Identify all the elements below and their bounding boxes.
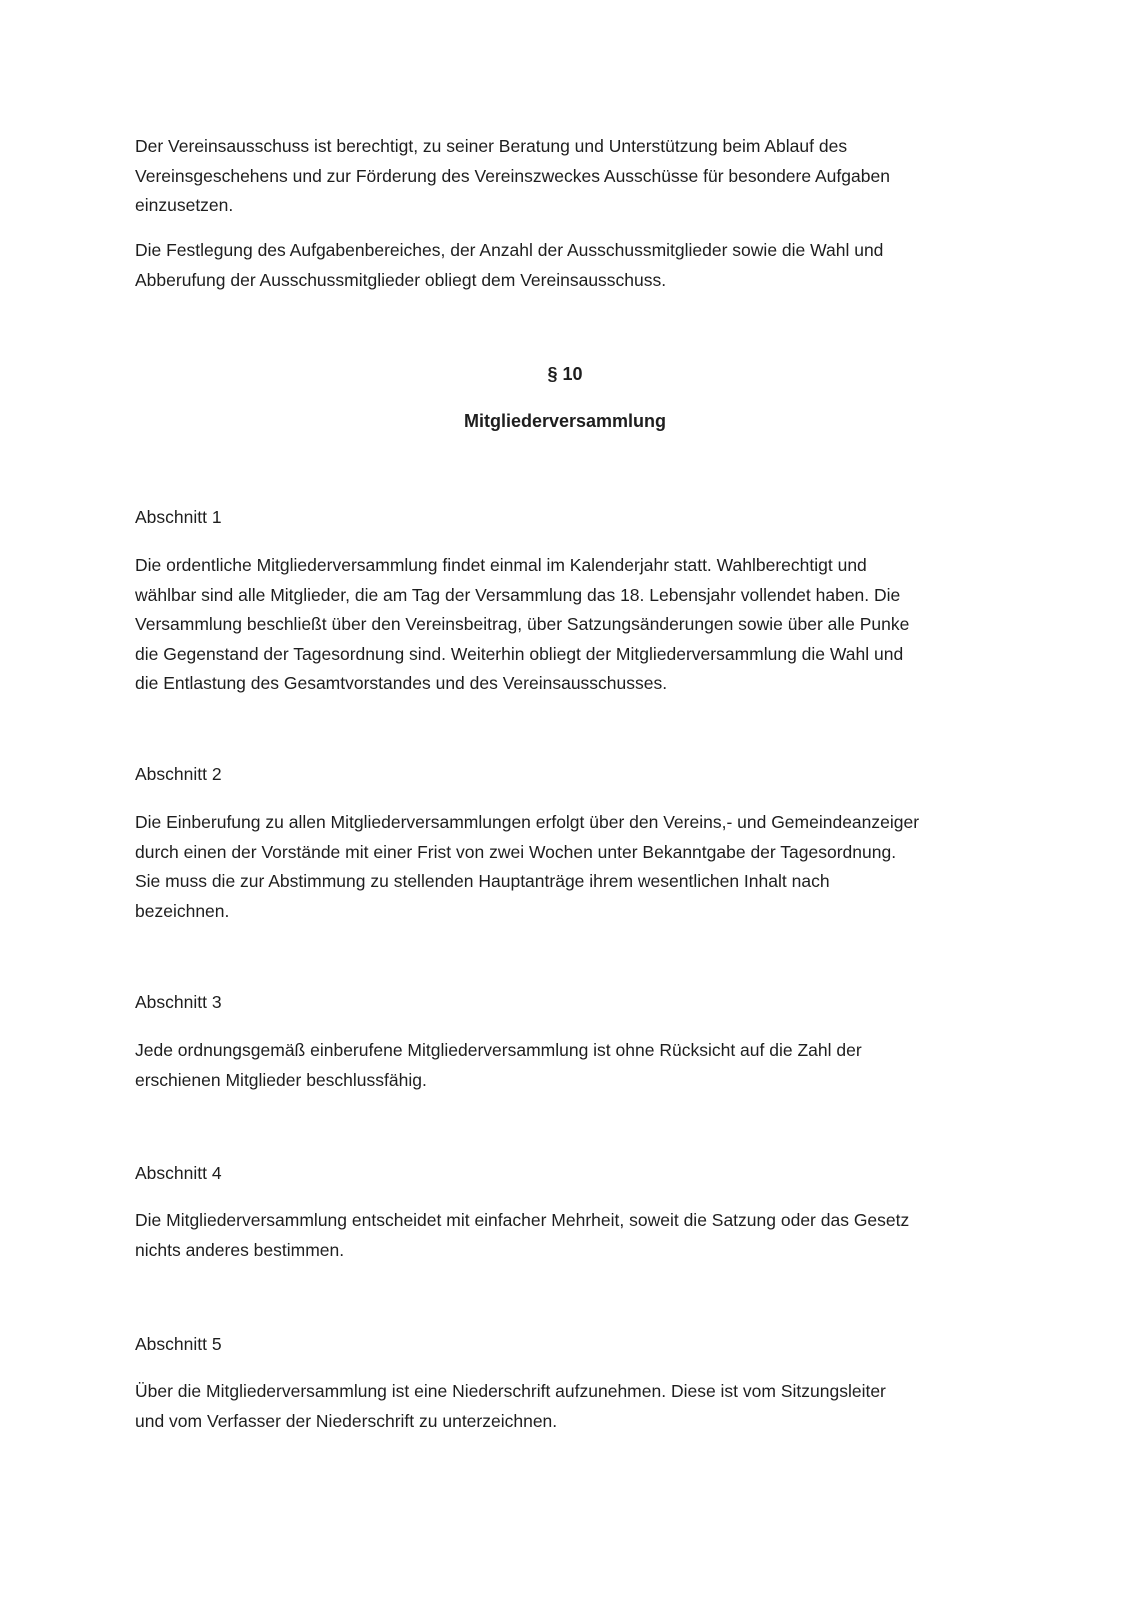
text-line: erschienen Mitglieder beschlussfähig. [135,1069,427,1090]
abschnitt-label-3: Abschnitt 3 [135,992,222,1012]
text-line: einzusetzen. [135,195,234,215]
text-line: Versammlung beschließt über den Vereinsbeitrag, über Satzungsänderungen sowie über alle Punke [135,614,910,634]
text-line: Der Vereinsausschuss ist berechtigt, zu seiner Beratung und Unterstützung beim Ablauf des [135,136,848,156]
section-title: Mitgliederversammlung [463,411,667,431]
text-line: Vereinsgeschehens und zur Förderung des Vereinszweckes Ausschüsse für besondere Aufgaben [135,165,890,186]
text-line: Die ordentliche Mitgliederversammlung findet einmal im Kalenderjahr statt. Wahlberechtigt und [135,555,867,575]
text-line: durch einen der Vorstände mit einer Frist von zwei Wochen unter Bekanntgabe der Tagesordnung. [135,841,897,862]
text-line: Die Festlegung des Aufgabenbereiches, der Anzahl der Ausschussmitglieder sowie die Wahl und [135,240,884,260]
text-line: bezeichnen. [135,900,230,921]
abschnitt-text-2 [135,808,1015,926]
abschnitt-text-5 [135,1377,1015,1436]
abschnitt-text-1 [135,551,1015,699]
abschnitt-text-3 [135,1036,1015,1095]
intro-paragraph-1 [135,132,1015,221]
text-line: Die Mitgliederversammlung entscheidet mit einfacher Mehrheit, soweit die Satzung oder das Gesetz [135,1210,910,1230]
abschnitt-label-1: Abschnitt 1 [135,507,222,527]
abschnitt-label-5: Abschnitt 5 [135,1334,222,1354]
text-line: Abberufung der Ausschussmitglieder obliegt dem Vereinsausschuss. [135,269,667,290]
text-line: Über die Mitgliederversammlung ist eine Niederschrift aufzunehmen. Diese ist vom Sitzungsleiter [135,1381,886,1401]
abschnitt-text-4 [135,1206,1015,1265]
text-line: nichts anderes bestimmen. [135,1239,345,1260]
text-line: die Entlastung des Gesamtvorstandes und des Vereinsausschusses. [135,673,668,693]
text-line: Sie muss die zur Abstimmung zu stellenden Hauptanträge ihrem wesentlichen Inhalt nach [135,871,830,891]
abschnitt-label-2: Abschnitt 2 [135,764,222,784]
text-line: die Gegenstand der Tagesordnung sind. Weiterhin obliegt der Mitgliederversammlung die Wahl und [135,643,904,664]
text-line: wählbar sind alle Mitglieder, die am Tag der Versammlung das 18. Lebensjahr vollendet haben. Die [135,584,901,605]
text-line: und vom Verfasser der Niederschrift zu unterzeichnen. [135,1410,558,1431]
intro-paragraph-2 [135,236,1015,295]
text-line: Die Einberufung zu allen Mitgliederversammlungen erfolgt über den Vereins,- und Gemeindeanzeiger [135,812,920,832]
section-number: § 10 [547,364,583,384]
abschnitt-label-4: Abschnitt 4 [135,1163,222,1183]
text-line: Jede ordnungsgemäß einberufene Mitgliederversammlung ist ohne Rücksicht auf die Zahl der [135,1040,862,1060]
